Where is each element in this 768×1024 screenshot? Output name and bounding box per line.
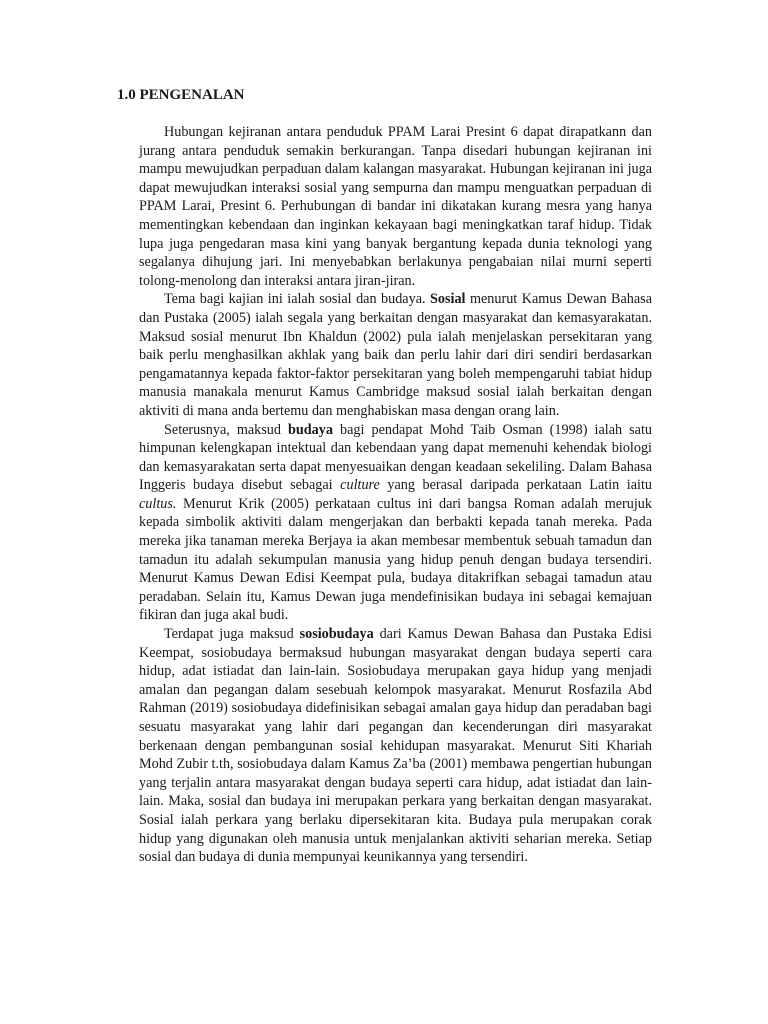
text-run: menurut Kamus Dewan Bahasa dan Pustaka (2005) ialah segala yang berkaitan dengan masyarakat dan kemasyarakatan. Maksud sosial menurut Ibn Khaldun (2002) pula ialah menjelaskan persekitaran yang baik perlu menghasilkan akhlak yang baik dan perlu lahir dari diri sendiri berdasarkan pengamatannya kepada faktor-faktor persekitaran yang boleh mempengaruhi tabiat hidup manusia manakala menurut Kamus Cambridge maksud sosial ialah berkaitan dengan aktiviti di mana anda bertemu dan menghabiskan masa dengan orang lain. bbox=[139, 291, 652, 419]
text-run: bagi pendapat Mohd Taib Osman (1998) ialah satu himpunan kelengkapan intektual dan kebendaan yang dapat memenuhi kehendak biologi dan kemasyarakatan serta dapat menyesuaikan dengan keadaan sekeliling. Dalam Bahasa Inggeris budaya disebut sebagai bbox=[139, 421, 652, 494]
bold-term: budaya bbox=[288, 421, 333, 438]
text-run: Menurut Krik (2005) perkataan cultus ini dari bangsa Roman adalah merujuk kepada simbolik aktiviti dalam mengerjakan dan berbakti kepada tanah mereka. Pada mereka jika tanaman mereka Berjaya ia akan membesar membentuk sebuah tamadun dan tamadun itu adalah sekumpulan manusia yang hidup penuh dengan budaya tersendiri. Menurut Kamus Dewan Edisi Keempat pula, budaya ditakrifkan sebagai tamadun atau peradaban. Selain itu, Kamus Dewan juga mendefinisikan budaya ini sebagai kemajuan fikiran dan juga akal budi. bbox=[139, 495, 652, 624]
document-body bbox=[139, 123, 652, 867]
text-run: Terdapat juga maksud bbox=[164, 626, 300, 643]
bold-term: Sosial bbox=[430, 291, 466, 308]
text-run: yang berasal daripada perkataan Latin iaitu bbox=[379, 477, 652, 494]
paragraph bbox=[139, 123, 652, 290]
text-run: Seterusnya, maksud bbox=[164, 421, 289, 438]
italic-term: culture bbox=[340, 477, 380, 494]
text-run: Hubungan kejiranan antara penduduk PPAM Larai Presint 6 dapat dirapatkann dan jurang antara penduduk semakin berkurangan. Tanpa disedari hubungan kejiranan ini mampu mewujudkan perpaduan dalam kalangan masyarakat. Hubungan kejiranan ini juga dapat mewujudkan interaksi sosial yang sempurna dan mampu menguatkan perpaduan di PPAM Larai, Presint 6. Perhubungan di bandar ini dikatakan kurang mesra yang hanya mementingkan kebendaan dan inginkan kekayaan bagi meningkatkan taraf hidup. Tidak lupa juga pengedaran masa kini yang banyak bergantung kepada dunia teknologi yang segalanya dihujung jari. Ini menyebabkan berlakunya pengabaian nilai murni seperti tolong-menolong dan interaksi antara jiran-jiran. bbox=[139, 124, 652, 289]
paragraph bbox=[139, 625, 652, 867]
italic-term: cultus. bbox=[139, 495, 177, 512]
text-run: Tema bagi kajian ini ialah sosial dan budaya. bbox=[164, 291, 431, 308]
bold-term: sosiobudaya bbox=[299, 626, 374, 643]
section-heading: 1.0 PENGENALAN bbox=[117, 87, 245, 103]
text-run: dari Kamus Dewan Bahasa dan Pustaka Edisi Keempat, sosiobudaya bermaksud hubungan masyarakat dengan budaya seperti cara hidup, adat istiadat dan lain-lain. Sosiobudaya merupakan gaya hidup yang menjadi amalan dan pegangan dalam sesebuah kelompok masyarakat. Menurut Rosfazila Abd Rahman (2019) sosiobudaya didefinisikan sebagai amalan gaya hidup dan peradaban bagi sesuatu masyarakat yang lahir dari pegangan dan kecenderungan diri masyarakat berkenaan dengan pembangunan sosial kehidupan masyarakat. Menurut Siti Khariah Mohd Zubir t.th, sosiobudaya dalam Kamus Za’ba (2001) membawa pengertian hubungan yang terjalin antara masyarakat dengan budaya seperti cara hidup, adat istiadat dan lain-lain. Maka, sosial dan budaya ini merupakan perkara yang berkaitan dengan masyarakat. Sosial ialah perkara yang berlaku dipersekitaran kita. Budaya pula merupakan corak hidup yang digunakan oleh manusia untuk menjalankan aktiviti seharian mereka. Setiap sosial dan budaya di dunia mempunyai keunikannya yang tersendiri. bbox=[139, 626, 652, 866]
paragraph bbox=[139, 290, 652, 420]
paragraph bbox=[139, 421, 652, 626]
